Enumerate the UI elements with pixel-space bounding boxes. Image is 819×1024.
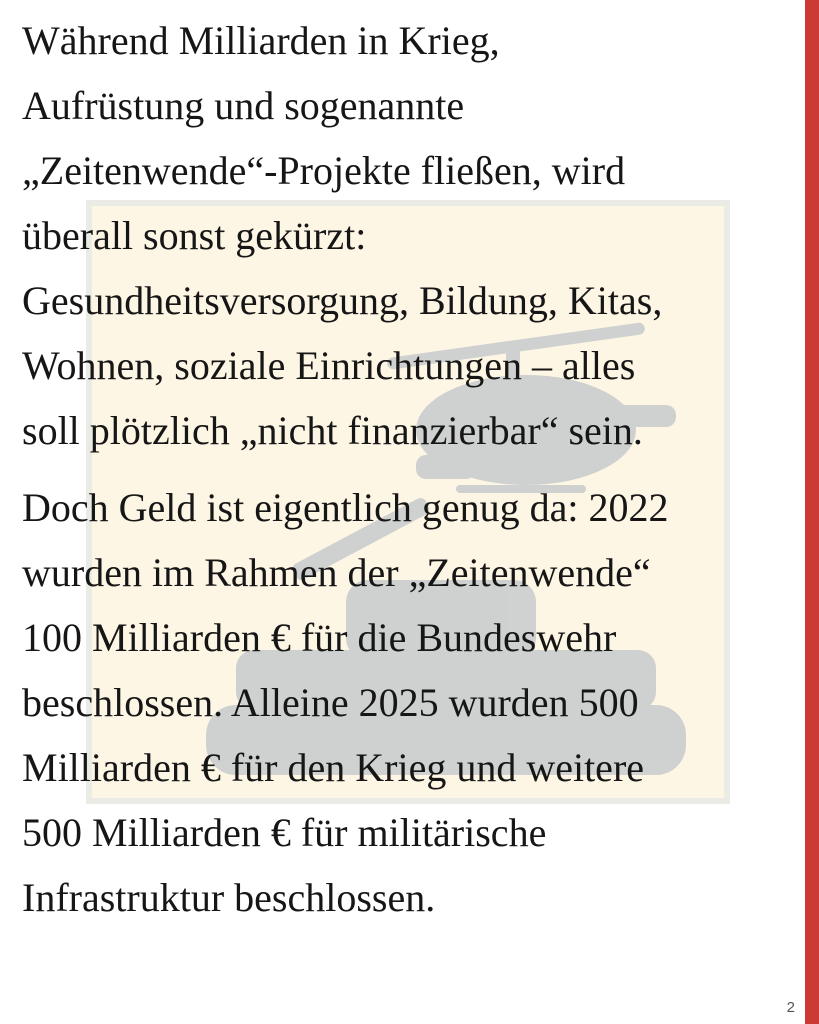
- paragraph-1: Während Milliarden in Krieg, Aufrüstung und sogenannte „Zeitenwende“-Projekte fließen, wird überall sonst gekürzt: Gesundheitsversorgung, Bildung, Kitas, Wohnen, soziale Einrichtungen – alles soll plötzlich „nicht finanzierbar“ sein.: [22, 18, 663, 453]
- page-number: 2: [786, 999, 795, 1016]
- paragraph-2: Doch Geld ist eigentlich genug da: 2022 wurden im Rahmen der „Zeitenwende“ 100 Milliarden € für die Bundeswehr beschlossen. Alleine 2025 wurden 500 Milliarden € für den Krieg und weitere 500 Milliarden € für militärische Infrastruktur beschlossen.: [22, 485, 669, 920]
- side-accent-bar: [805, 0, 819, 1024]
- body-text: [22, 8, 792, 930]
